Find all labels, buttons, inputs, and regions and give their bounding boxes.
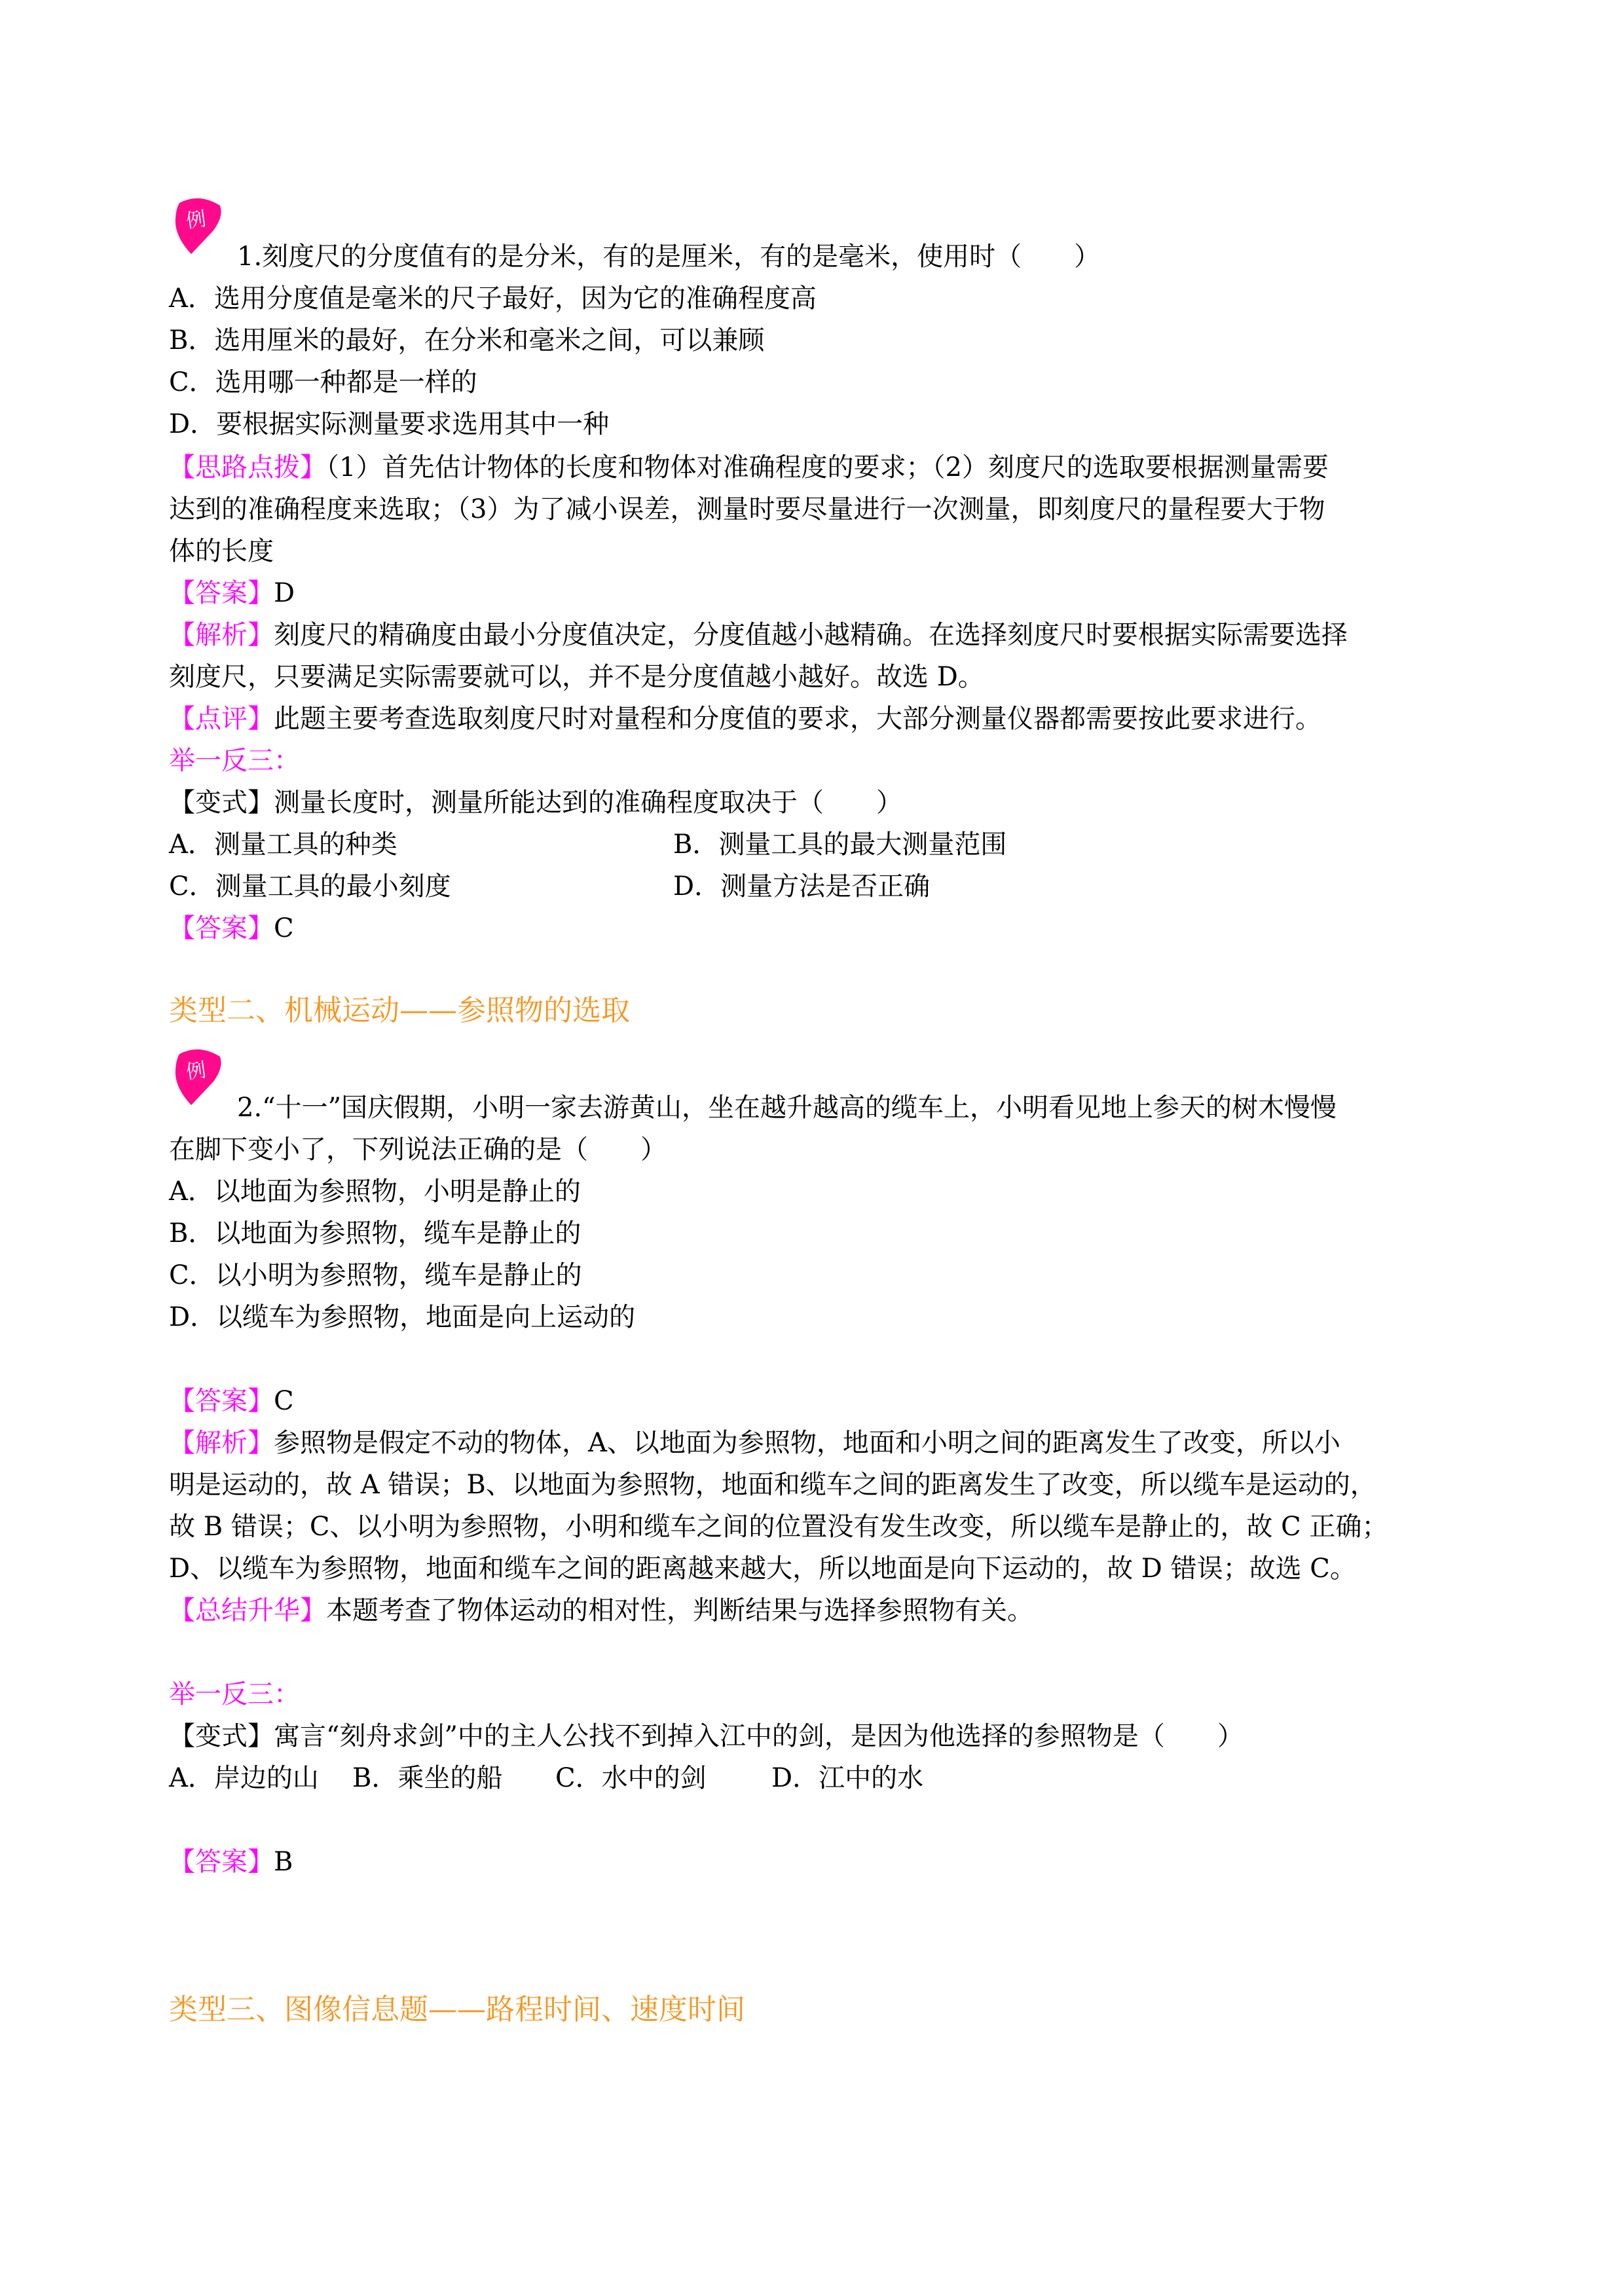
variant-tag: 【变式】 [169, 788, 274, 818]
example1-option-d: D．要根据实际测量要求选用其中一种 [169, 409, 610, 439]
answer-value: B [274, 1847, 293, 1877]
example2-analysis-line-3: 故 B 错误；C、以小明为参照物，小明和缆车之间的位置没有发生改变，所以缆车是静止的，故 C 正确； [169, 1512, 1388, 1542]
example1-hint-line-3: 体的长度 [169, 536, 274, 566]
example2-variant-option-a: A．岸边的山 [169, 1763, 319, 1793]
answer-value: C [274, 913, 294, 943]
example1-analysis-line-2: 刻度尺，只要满足实际需要就可以，并不是分度值越小越好。故选 D。 [169, 662, 984, 692]
analysis-text: 刻度尺的精确度由最小分度值决定，分度值越小越精确。在选择刻度尺时要根据实际需要选择 [274, 620, 1348, 650]
comment-tag: 【点评】 [169, 704, 274, 734]
example2-option-c: C．以小明为参照物，缆车是静止的 [169, 1260, 582, 1290]
example1-variant-option-b: B．测量工具的最大测量范围 [673, 829, 1007, 860]
hint-text: （1）首先估计物体的长度和物体对准确程度的要求；（2）刻度尺的选取要根据测量需要 [326, 452, 1329, 483]
variant-text: 测量长度时，测量所能达到的准确程度取决于（ ） [274, 788, 902, 818]
variant-tag: 【变式】 [169, 1721, 274, 1751]
example2-summary [169, 1590, 1033, 1631]
example1-variant-answer [169, 907, 294, 949]
example-badge-shape [173, 196, 224, 255]
analysis-tag: 【解析】 [169, 1428, 274, 1458]
example2-analysis-line-1 [169, 1422, 1340, 1464]
analysis-tag: 【解析】 [169, 620, 274, 650]
example1-option-b: B．选用厘米的最好，在分米和毫米之间，可以兼顾 [169, 325, 765, 355]
example1-variant-question [169, 782, 902, 824]
example1-option-c: C．选用哪一种都是一样的 [169, 367, 477, 397]
example1-question: 1.刻度尺的分度值有的是分米，有的是厘米，有的是毫米，使用时（ ） [237, 242, 1101, 272]
summary-text: 本题考查了物体运动的相对性，判断结果与选择参照物有关。 [326, 1595, 1033, 1626]
example2-option-d: D．以缆车为参照物，地面是向上运动的 [169, 1302, 636, 1332]
example2-variant-option-c: C．水中的剑 [555, 1763, 707, 1793]
example1-option-a: A．选用分度值是毫米的尺子最好，因为它的准确程度高 [169, 283, 817, 314]
example1-hint-line-2: 达到的准确程度来选取；（3）为了减小误差，测量时要尽量进行一次测量，即刻度尺的量程要大于物 [169, 494, 1325, 524]
answer-tag: 【答案】 [169, 1386, 274, 1416]
example2-question-line-1: 2.“十一”国庆假期，小明一家去游黄山，坐在越升越高的缆车上，小明看见地上参天的树木慢慢 [237, 1093, 1337, 1123]
answer-tag: 【答案】 [169, 1847, 274, 1877]
example2-option-b: B．以地面为参照物，缆车是静止的 [169, 1218, 581, 1248]
variant-text: 寓言“刻舟求剑”中的主人公找不到掉入江中的剑，是因为他选择的参照物是（ ） [274, 1721, 1244, 1751]
answer-value: C [274, 1386, 294, 1416]
example2-variant-question [169, 1715, 1244, 1757]
section2-heading: 类型二、机械运动——参照物的选取 [169, 994, 630, 1027]
example2-option-a: A．以地面为参照物，小明是静止的 [169, 1176, 581, 1207]
answer-tag: 【答案】 [169, 578, 274, 608]
example1-variant-option-c: C．测量工具的最小刻度 [169, 871, 451, 902]
example2-variant-option-d: D．江中的水 [771, 1763, 924, 1793]
example1-variant-option-d: D．测量方法是否正确 [673, 871, 931, 902]
answer-value: D [274, 578, 295, 608]
example2-question-line-2: 在脚下变小了，下列说法正确的是（ ） [169, 1135, 667, 1165]
example2-variant-option-b: B．乘坐的船 [352, 1763, 503, 1793]
example-badge-icon [173, 196, 224, 255]
example2-practice-heading: 举一反三： [169, 1679, 300, 1709]
hint-tag: 【思路点拨】 [169, 452, 326, 483]
svg-text:例: 例 [185, 1059, 208, 1084]
example1-practice-heading: 举一反三： [169, 746, 300, 776]
example1-variant-option-a: A．测量工具的种类 [169, 829, 397, 860]
example2-variant-answer [169, 1841, 293, 1883]
answer-tag: 【答案】 [169, 913, 274, 943]
analysis-text: 参照物是假定不动的物体，A、以地面为参照物，地面和小明之间的距离发生了改变，所以小 [274, 1428, 1340, 1458]
comment-text: 此题主要考查选取刻度尺时对量程和分度值的要求，大部分测量仪器都需要按此要求进行。 [274, 704, 1321, 734]
example-badge-shape [173, 1048, 224, 1106]
example1-analysis-line-1 [169, 614, 1348, 656]
example1-answer [169, 572, 295, 614]
example1-hint-line-1 [169, 446, 1329, 488]
example-badge-icon [173, 1048, 224, 1106]
example2-answer [169, 1380, 294, 1422]
example2-analysis-line-2: 明是运动的，故 A 错误；B、以地面为参照物，地面和缆车之间的距离发生了改变，所以缆车是运动的， [169, 1470, 1376, 1500]
example2-analysis-line-4: D、以缆车为参照物，地面和缆车之间的距离越来越大，所以地面是向下运动的，故 D 错误；故选 C。 [169, 1554, 1356, 1584]
section3-heading: 类型三、图像信息题——路程时间、速度时间 [169, 1993, 745, 2026]
summary-tag: 【总结升华】 [169, 1595, 326, 1626]
svg-text:例: 例 [185, 208, 208, 233]
example1-comment [169, 698, 1321, 740]
